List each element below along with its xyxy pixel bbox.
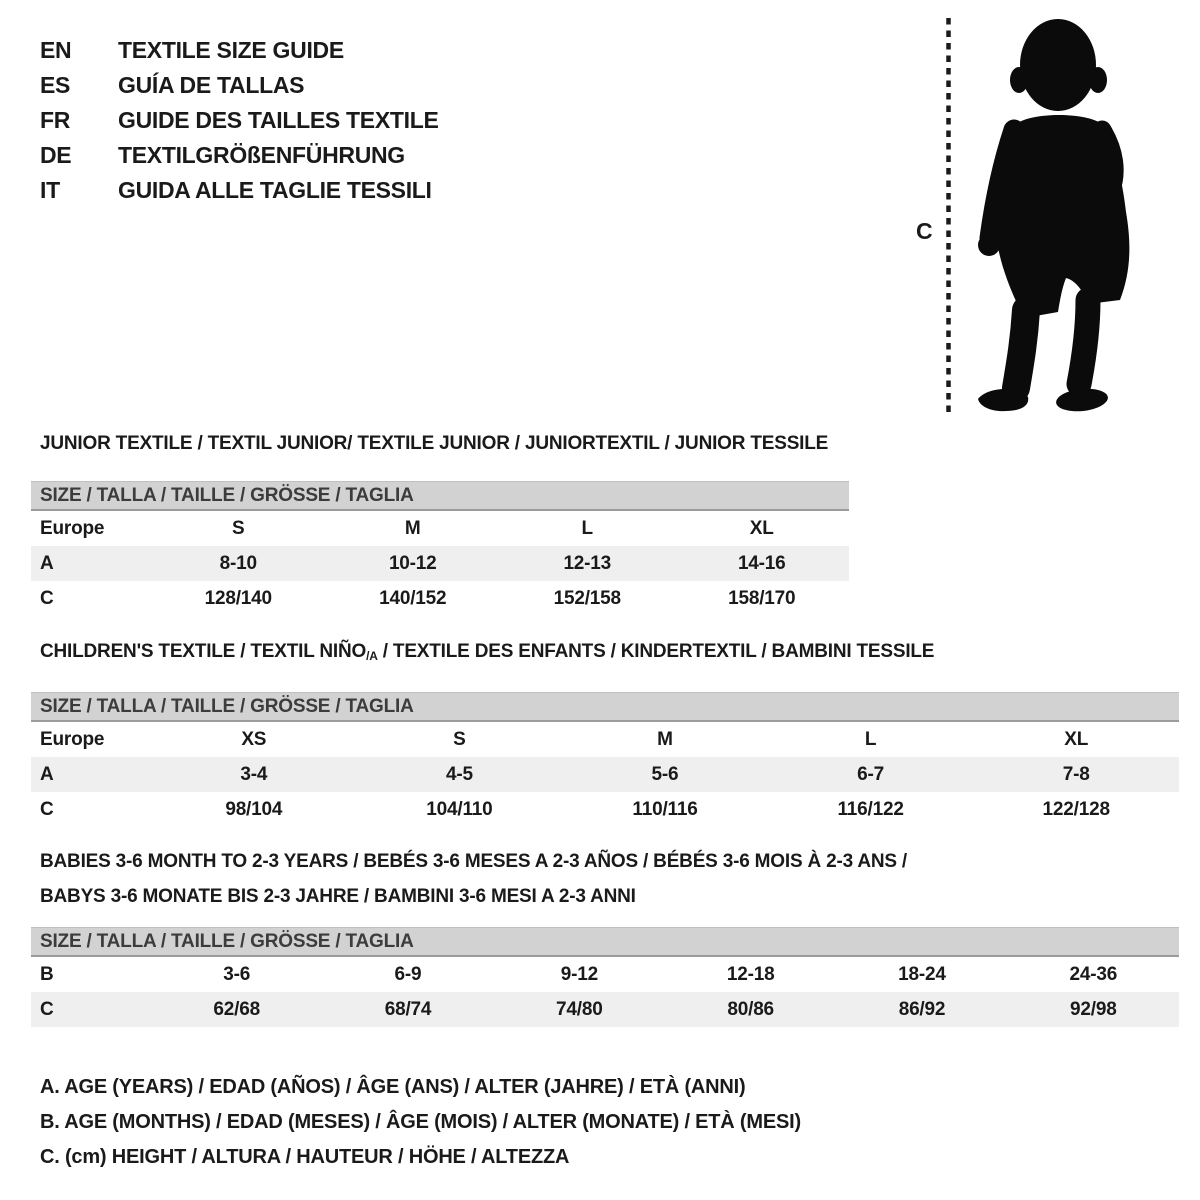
table-cell: 140/152 (379, 587, 447, 609)
children-title-pre: CHILDREN'S TEXTILE / TEXTIL NIÑO (40, 641, 367, 662)
language-title: TEXTILE SIZE GUIDE (118, 37, 344, 63)
babies-title-line2: BABYS 3-6 MONATE BIS 2-3 JAHRE / BAMBINI 3-6 MESI A 2-3 ANNI (40, 886, 636, 907)
babies-size-table (31, 927, 1179, 1027)
table-cell: 110/116 (632, 798, 698, 820)
children-size-table (31, 692, 1179, 827)
language-code: DE (40, 142, 72, 168)
language-row (40, 68, 439, 103)
language-code: ES (40, 72, 71, 98)
table-cell: 92/98 (1008, 992, 1179, 1027)
language-row (40, 173, 439, 208)
table-cell: 18-24 (898, 963, 946, 985)
size-header-bar: SIZE / TALLA / TAILLE / GRÖSSE / TAGLIA (31, 693, 1179, 722)
junior-section-title: JUNIOR TEXTILE / TEXTIL JUNIOR/ TEXTILE JUNIOR / JUNIORTEXTIL / JUNIOR TESSILE (40, 433, 829, 454)
measure-legend (40, 1070, 801, 1175)
table-row (31, 581, 849, 616)
table-cell: 98/104 (225, 798, 283, 820)
language-title: GUÍA DE TALLAS (118, 72, 305, 98)
table-cell: 3-6 (223, 963, 251, 985)
table-cell: XS (241, 728, 267, 750)
table-cell: 6-7 (768, 757, 974, 792)
junior-textile-section (31, 432, 849, 616)
table-cell: 5-6 (562, 757, 768, 792)
language-title: GUIDE DES TAILLES TEXTILE (118, 107, 439, 133)
babies-title-line1: BABIES 3-6 MONTH TO 2-3 YEARS / BEBÉS 3-6 MESES A 2-3 AÑOS / BÉBÉS 3-6 MOIS À 2-3 ANS / (40, 851, 908, 872)
language-code: IT (40, 177, 60, 203)
legend-line-c: C. (cm) HEIGHT / ALTURA / HAUTEUR / HÖHE / ALTEZZA (40, 1146, 570, 1168)
table-row (31, 721, 1179, 757)
table-cell: 4-5 (357, 757, 563, 792)
table-cell: M (657, 728, 673, 750)
table-row (31, 956, 1179, 992)
row-label: C (40, 798, 54, 820)
height-c-label: C (916, 218, 933, 244)
table-cell: 12-13 (500, 546, 675, 581)
junior-size-table (31, 481, 849, 616)
table-cell: 128/140 (204, 587, 272, 609)
size-header-bar: SIZE / TALLA / TAILLE / GRÖSSE / TAGLIA (31, 928, 1179, 957)
table-cell: 62/68 (151, 992, 322, 1027)
table-cell: 10-12 (326, 546, 501, 581)
children-section-title (40, 640, 1179, 668)
language-header (40, 33, 439, 208)
table-row (31, 992, 1179, 1027)
babies-textile-section (31, 844, 1179, 1027)
table-cell: 80/86 (665, 992, 836, 1027)
language-row (40, 33, 439, 68)
table-cell: 116/122 (837, 798, 904, 820)
table-cell: 14-16 (675, 546, 850, 581)
table-cell: XL (1064, 728, 1089, 750)
babies-section-title (40, 844, 1179, 914)
table-cell: 9-12 (560, 963, 598, 985)
table-cell: 152/158 (553, 587, 621, 609)
table-cell: 6-9 (394, 963, 422, 985)
row-label: A (31, 546, 151, 581)
table-cell: L (864, 728, 877, 750)
table-cell: 122/128 (1042, 798, 1110, 820)
table-cell: 74/80 (494, 992, 665, 1027)
table-row (31, 482, 849, 511)
table-cell: M (404, 517, 421, 539)
children-textile-section (31, 640, 1179, 827)
row-label: C (31, 992, 151, 1027)
height-dashed-line-icon (944, 16, 953, 416)
language-title: TEXTILGRÖßENFÜHRUNG (118, 142, 405, 168)
language-code: EN (40, 37, 72, 63)
table-cell: 24-36 (1069, 963, 1118, 985)
language-code: FR (40, 107, 71, 133)
row-label: C (40, 587, 54, 609)
table-cell: S (453, 728, 466, 750)
row-label: A (31, 757, 151, 792)
table-cell: 12-18 (726, 963, 775, 985)
language-row (40, 138, 439, 173)
table-cell: 3-4 (151, 757, 357, 792)
table-cell: 158/170 (728, 587, 796, 609)
legend-line-b: B. AGE (MONTHS) / EDAD (MESES) / ÂGE (MOIS) / ALTER (MONATE) / ETÀ (MESI) (40, 1111, 801, 1133)
row-label: Europe (40, 728, 105, 750)
table-cell: 8-10 (151, 546, 326, 581)
table-cell: 68/74 (322, 992, 493, 1027)
legend-line-a: A. AGE (YEARS) / EDAD (AÑOS) / ÂGE (ANS) / ALTER (JAHRE) / ETÀ (ANNI) (40, 1076, 746, 1098)
table-cell: 86/92 (836, 992, 1007, 1027)
table-row (31, 546, 849, 581)
row-label: B (40, 963, 54, 985)
table-row (31, 757, 1179, 792)
children-title-sub: /A (366, 649, 378, 663)
table-row (31, 792, 1179, 827)
row-label: Europe (40, 517, 105, 539)
table-cell: 7-8 (973, 757, 1179, 792)
language-title: GUIDA ALLE TAGLIE TESSILI (118, 177, 432, 203)
children-title-post: / TEXTILE DES ENFANTS / KINDERTEXTIL / BAMBINI TESSILE (377, 641, 935, 662)
size-header-bar: SIZE / TALLA / TAILLE / GRÖSSE / TAGLIA (31, 482, 849, 511)
baby-silhouette-icon (962, 12, 1152, 422)
table-row (31, 928, 1179, 957)
table-cell: 104/110 (426, 798, 493, 820)
language-row (40, 103, 439, 138)
table-cell: XL (749, 517, 774, 539)
table-row (31, 510, 849, 546)
table-row (31, 693, 1179, 722)
table-cell: S (232, 517, 245, 539)
table-cell: L (581, 517, 593, 539)
